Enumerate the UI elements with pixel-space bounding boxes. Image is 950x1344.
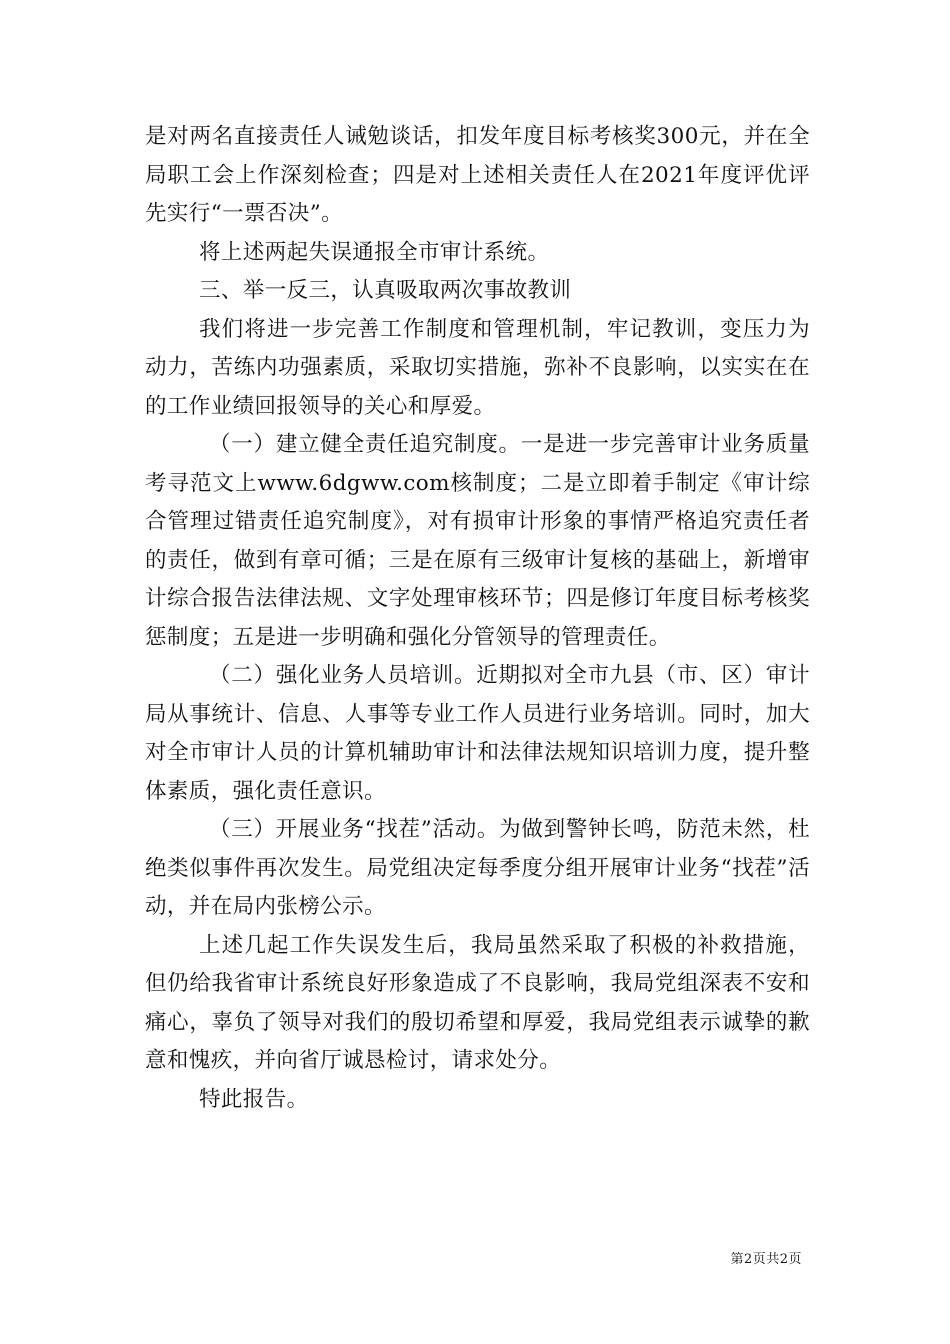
paragraph-item-1: （一）建立健全责任追究制度。一是进一步完善审计业务质量考寻范文上www.6dgww.com核制度；二是立即着手制定《审计综合管理过错责任追究制度》，对有损审计形象的事情严格追究责任者的责任，做到有章可循；三是在原有三级审计复核的基础上，新增审计综合报告法律法规、文字处理审核环节；四是修订年度目标考核奖惩制度；五是进一步明确和强化分管领导的管理责任。 — [145, 432, 810, 650]
paragraph-item-2: （二）强化业务人员培训。近期拟对全市九县（市、区）审计局从事统计、信息、人事等专业工作人员进行业务培训。同时，加大对全市审计人员的计算机辅助审计和法律法规知识培训力度，提升整体素质，强化责任意识。 — [145, 663, 810, 804]
paragraph-notification: 将上述两起失误通报全市审计系统。 — [199, 239, 550, 265]
paragraph-closing: 特此报告。 — [199, 1086, 309, 1112]
paragraph-continuation: 是对两名直接责任人诫勉谈话，扣发年度目标考核奖300元，并在全局职工会上作深刻检查；四是对上述相关责任人在2021年度评优评先实行“一票否决”。 — [145, 124, 810, 226]
paragraph-item-3: （三）开展业务“找茬”活动。为做到警钟长鸣，防范未然，杜绝类似事件再次发生。局党组决定每季度分组开展审计业务“找茬”活动，并在局内张榜公示。 — [145, 817, 810, 919]
page-number: 第2页共2页 — [730, 1252, 802, 1267]
paragraph-commitment: 我们将进一步完善工作制度和管理机制，牢记教训，变压力为动力，苦练内功强素质，采取切实措施，弥补不良影响，以实实在在的工作业绩回报领导的关心和厚爱。 — [145, 316, 810, 419]
paragraph-apology: 上述几起工作失误发生后，我局虽然采取了积极的补救措施，但仍给我省审计系统良好形象造成了不良影响，我局党组深表不安和痛心，辜负了领导对我们的殷切希望和厚爱，我局党组表示诚挚的歉意和愧疚，并向省厅诚恳检讨，请求处分。 — [145, 932, 810, 1073]
section-heading-3: 三、举一反三，认真吸取两次事故教训 — [199, 278, 572, 303]
document-body — [145, 118, 810, 1119]
